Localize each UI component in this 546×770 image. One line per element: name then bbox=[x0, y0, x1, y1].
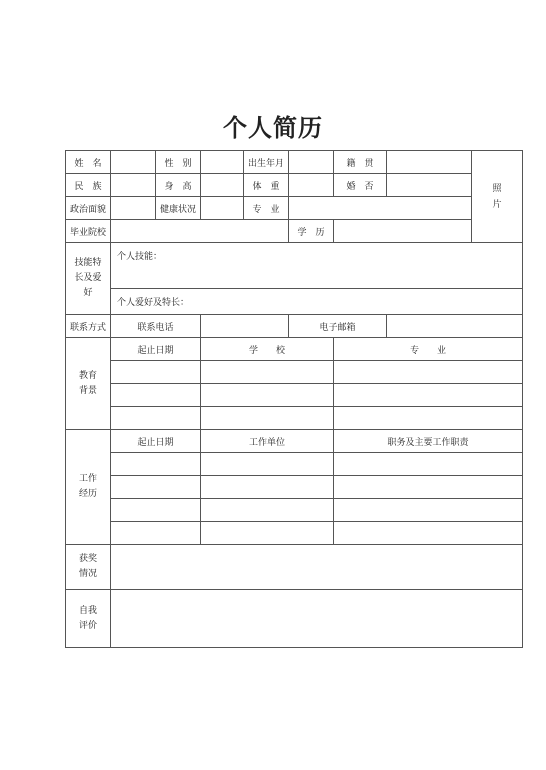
contact-section-label: 联系方式 bbox=[66, 315, 111, 338]
name-field[interactable] bbox=[111, 151, 156, 174]
marital-field[interactable] bbox=[387, 174, 472, 197]
self-eval-row bbox=[66, 590, 523, 648]
skills-field[interactable] bbox=[111, 243, 523, 289]
phone-field[interactable] bbox=[201, 315, 289, 338]
self-eval-section-label: 自我评价 bbox=[66, 590, 111, 648]
ethnicity-field[interactable] bbox=[111, 174, 156, 197]
gender-field[interactable] bbox=[201, 151, 244, 174]
education-header-row bbox=[66, 338, 523, 361]
marital-label: 婚 否 bbox=[334, 174, 387, 197]
edu-date-field[interactable] bbox=[111, 361, 201, 384]
birth-label: 出生年月 bbox=[244, 151, 289, 174]
work-col-company: 工作单位 bbox=[201, 430, 334, 453]
phone-label: 联系电话 bbox=[111, 315, 201, 338]
edu-col-major: 专 业 bbox=[334, 338, 523, 361]
edu-date-field[interactable] bbox=[111, 384, 201, 407]
work-company-field[interactable] bbox=[201, 499, 334, 522]
school-label: 毕业院校 bbox=[66, 220, 111, 243]
table-row bbox=[66, 522, 523, 545]
awards-field[interactable] bbox=[111, 545, 523, 590]
basic-row-4 bbox=[66, 220, 523, 243]
origin-label: 籍 贯 bbox=[334, 151, 387, 174]
weight-field[interactable] bbox=[289, 174, 334, 197]
photo-box[interactable] bbox=[472, 151, 523, 243]
work-duty-field[interactable] bbox=[334, 476, 523, 499]
birth-field[interactable] bbox=[289, 151, 334, 174]
skills-label: 个人技能： bbox=[117, 252, 163, 262]
self-eval-field[interactable] bbox=[111, 590, 523, 648]
name-label: 姓 名 bbox=[66, 151, 111, 174]
height-field[interactable] bbox=[201, 174, 244, 197]
email-label: 电子邮箱 bbox=[289, 315, 387, 338]
edu-school-field[interactable] bbox=[201, 407, 334, 430]
major-field[interactable] bbox=[289, 197, 472, 220]
edu-school-field[interactable] bbox=[201, 361, 334, 384]
edu-school-field[interactable] bbox=[201, 384, 334, 407]
work-date-field[interactable] bbox=[111, 499, 201, 522]
origin-field[interactable] bbox=[387, 151, 472, 174]
edu-major-field[interactable] bbox=[334, 407, 523, 430]
health-label: 健康状况 bbox=[156, 197, 201, 220]
page-title: 个人简历 bbox=[223, 113, 323, 142]
work-header-row bbox=[66, 430, 523, 453]
awards-row bbox=[66, 545, 523, 590]
hobbies-label: 个人爱好及特长： bbox=[117, 298, 190, 308]
awards-section-label: 获奖情况 bbox=[66, 545, 111, 590]
email-field[interactable] bbox=[387, 315, 523, 338]
work-company-field[interactable] bbox=[201, 453, 334, 476]
edu-col-school: 学 校 bbox=[201, 338, 334, 361]
table-row bbox=[66, 361, 523, 384]
table-row bbox=[66, 384, 523, 407]
gender-label: 性 别 bbox=[156, 151, 201, 174]
edu-col-date: 起止日期 bbox=[111, 338, 201, 361]
political-field[interactable] bbox=[111, 197, 156, 220]
work-date-field[interactable] bbox=[111, 453, 201, 476]
work-date-field[interactable] bbox=[111, 522, 201, 545]
photo-label: 照片 bbox=[492, 183, 502, 210]
resume-table bbox=[65, 150, 523, 648]
ethnicity-label: 民 族 bbox=[66, 174, 111, 197]
height-label: 身 高 bbox=[156, 174, 201, 197]
table-row bbox=[66, 407, 523, 430]
contact-row bbox=[66, 315, 523, 338]
weight-label: 体 重 bbox=[244, 174, 289, 197]
hobbies-field[interactable] bbox=[111, 289, 523, 315]
basic-row-3 bbox=[66, 197, 523, 220]
basic-row-1 bbox=[66, 151, 523, 174]
table-row bbox=[66, 499, 523, 522]
degree-label: 学 历 bbox=[289, 220, 334, 243]
skills-section-label: 技能特长及爱好 bbox=[66, 243, 111, 315]
skills-row bbox=[66, 243, 523, 289]
education-section-label: 教育背景 bbox=[66, 338, 111, 430]
degree-field[interactable] bbox=[334, 220, 472, 243]
work-col-date: 起止日期 bbox=[111, 430, 201, 453]
work-date-field[interactable] bbox=[111, 476, 201, 499]
work-duty-field[interactable] bbox=[334, 453, 523, 476]
edu-date-field[interactable] bbox=[111, 407, 201, 430]
work-col-duty: 职务及主要工作职责 bbox=[334, 430, 523, 453]
major-label: 专 业 bbox=[244, 197, 289, 220]
edu-major-field[interactable] bbox=[334, 384, 523, 407]
political-label: 政治面貌 bbox=[66, 197, 111, 220]
work-duty-field[interactable] bbox=[334, 499, 523, 522]
health-field[interactable] bbox=[201, 197, 244, 220]
hobbies-row bbox=[66, 289, 523, 315]
table-row bbox=[66, 453, 523, 476]
work-company-field[interactable] bbox=[201, 522, 334, 545]
school-field[interactable] bbox=[111, 220, 289, 243]
work-duty-field[interactable] bbox=[334, 522, 523, 545]
edu-major-field[interactable] bbox=[334, 361, 523, 384]
basic-row-2 bbox=[66, 174, 523, 197]
table-row bbox=[66, 476, 523, 499]
work-section-label: 工作经历 bbox=[66, 430, 111, 545]
work-company-field[interactable] bbox=[201, 476, 334, 499]
